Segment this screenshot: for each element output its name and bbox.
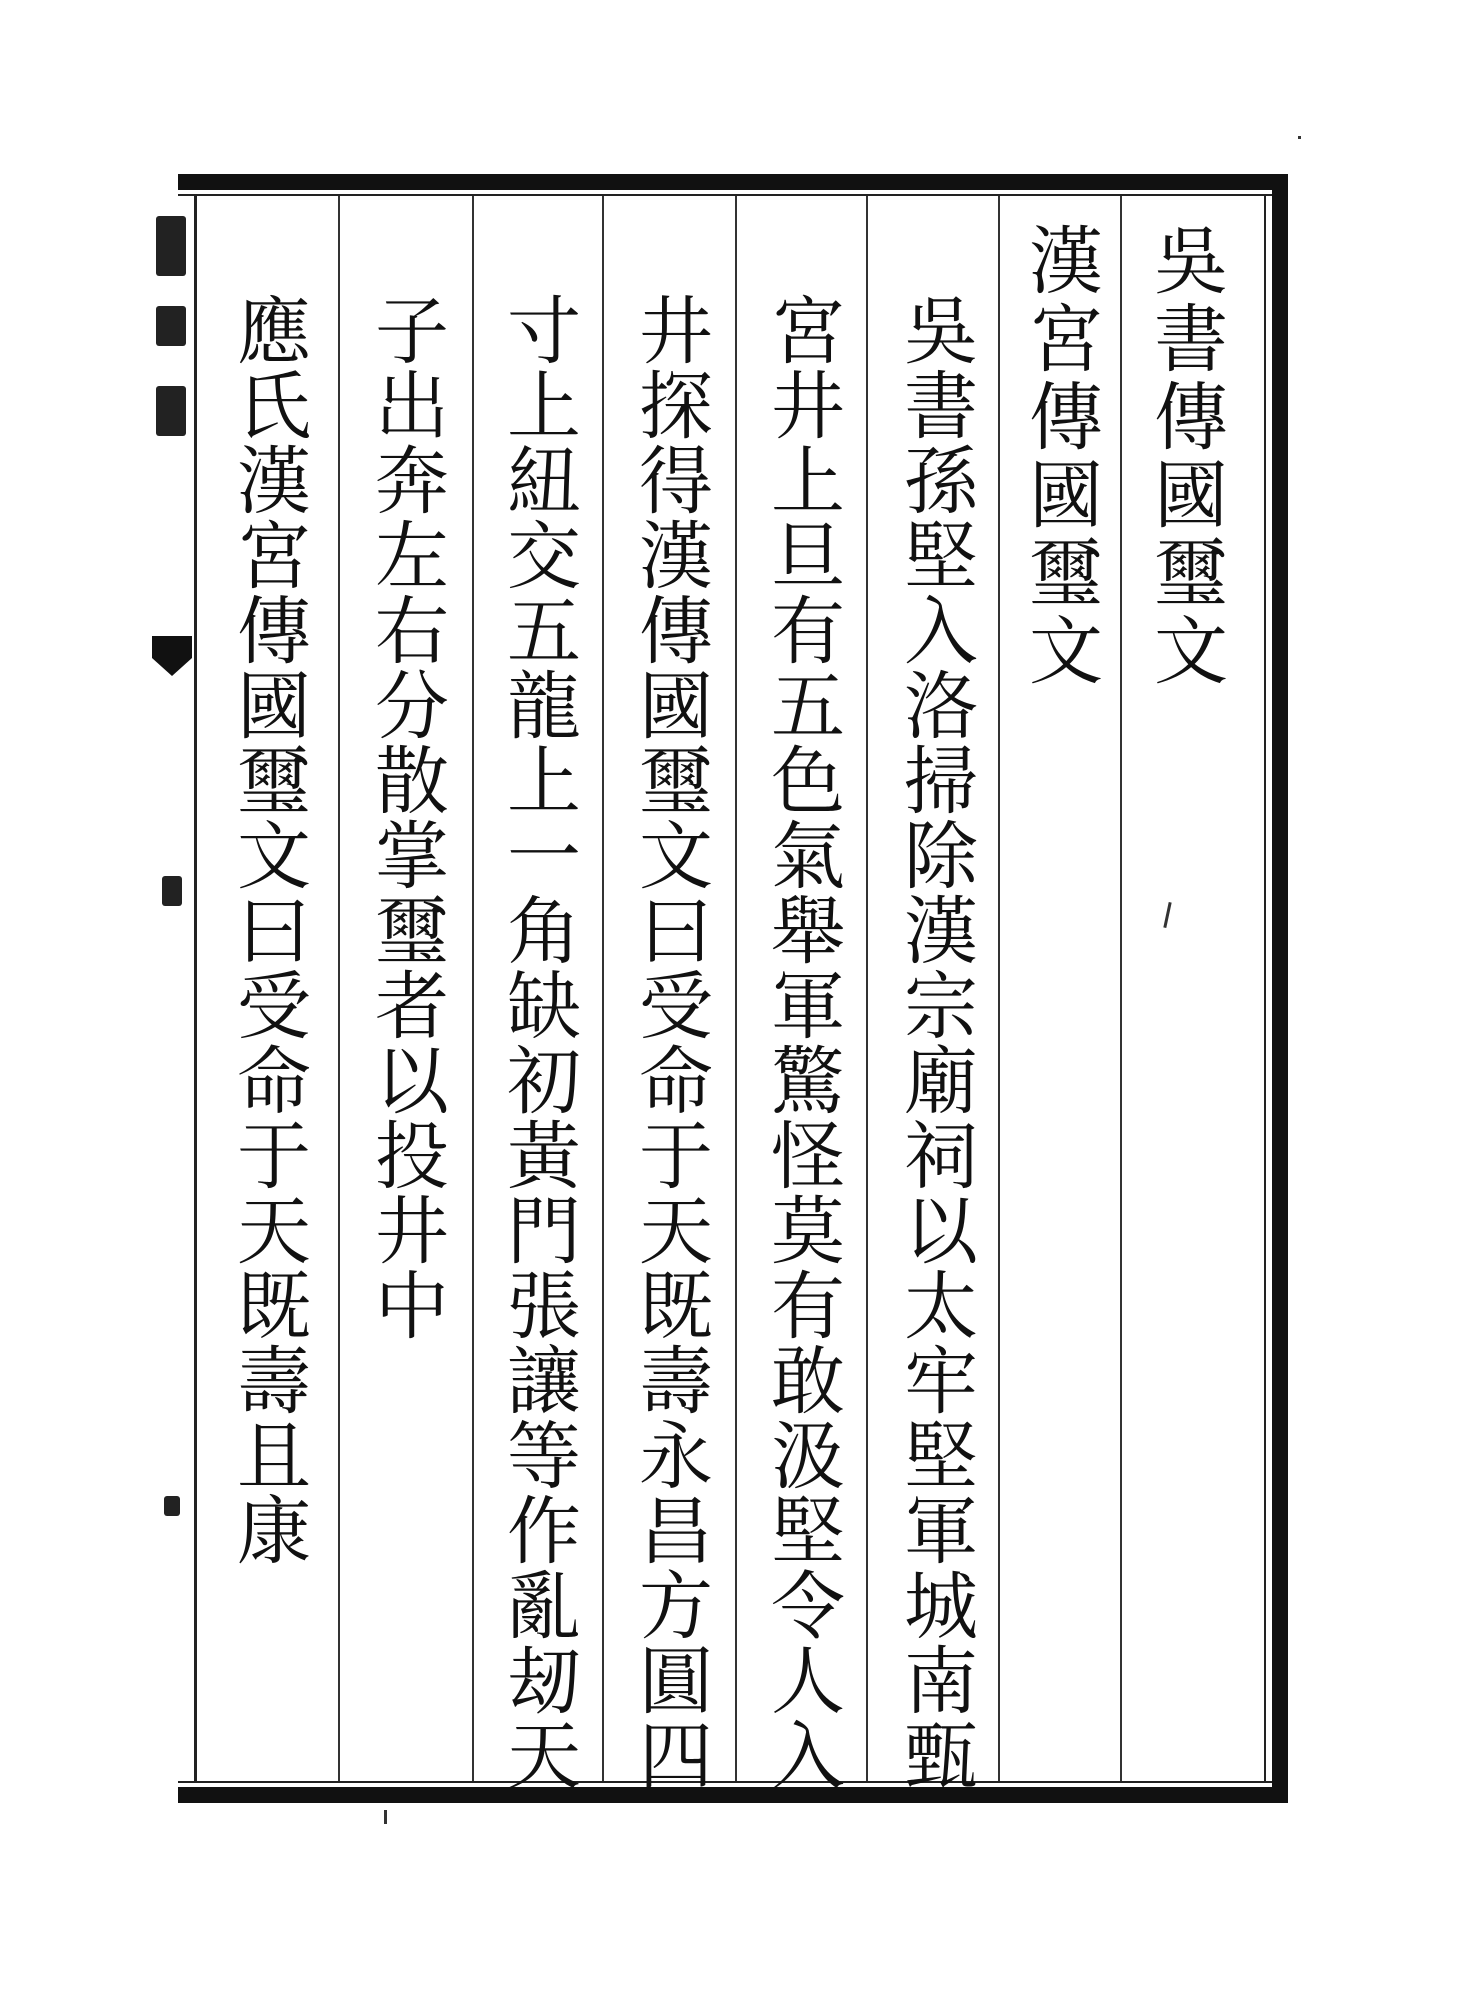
column-rule bbox=[735, 196, 737, 1781]
gutter-mark bbox=[156, 386, 186, 436]
frame-top-border bbox=[178, 174, 1288, 190]
fish-tail-mark-icon bbox=[152, 636, 192, 696]
fold-gutter bbox=[150, 196, 194, 1781]
frame-bottom-border bbox=[178, 1787, 1288, 1803]
column-rule bbox=[602, 196, 604, 1781]
gutter-mark bbox=[164, 1496, 180, 1516]
frame-inner-bottom-line bbox=[178, 1781, 1272, 1783]
text-column-2: 宮井上旦有五色氣舉軍驚怪莫有敢汲堅令人入 bbox=[759, 292, 845, 1792]
text-column-1: 吳書孫堅入洛掃除漢宗廟祠以太牢堅軍城南甄 bbox=[892, 292, 978, 1792]
gutter-mark bbox=[156, 216, 186, 276]
column-rule bbox=[1120, 196, 1122, 1781]
column-rule bbox=[472, 196, 474, 1781]
text-column-6: 應氏漢宮傳國璽文曰受命于天既壽且康 bbox=[225, 292, 311, 1567]
gutter-rule bbox=[194, 196, 197, 1781]
text-column-5: 子出奔左右分散掌璽者以投井中 bbox=[363, 292, 449, 1342]
text-column-4: 寸上紐交五龍上一角缺初黃門張讓等作亂刼天 bbox=[495, 292, 581, 1792]
frame-right-border bbox=[1272, 174, 1288, 1803]
frame-inner-right-line bbox=[1264, 194, 1266, 1783]
ink-speck bbox=[1298, 136, 1301, 139]
gutter-mark bbox=[162, 876, 182, 906]
column-rule bbox=[866, 196, 868, 1781]
text-column-3: 井探得漢傳國璽文曰受命于天既壽永昌方圓四 bbox=[627, 292, 713, 1792]
gutter-mark bbox=[156, 306, 186, 346]
heading-column: 漢宮傳國璽文 bbox=[1017, 222, 1103, 690]
column-rule bbox=[998, 196, 1000, 1781]
frame-inner-top-line bbox=[178, 194, 1272, 196]
title-column: 吳書傳國璽文 bbox=[1142, 222, 1228, 690]
ink-speck bbox=[384, 1810, 387, 1824]
column-rule bbox=[338, 196, 340, 1781]
ink-speck bbox=[1163, 902, 1171, 928]
